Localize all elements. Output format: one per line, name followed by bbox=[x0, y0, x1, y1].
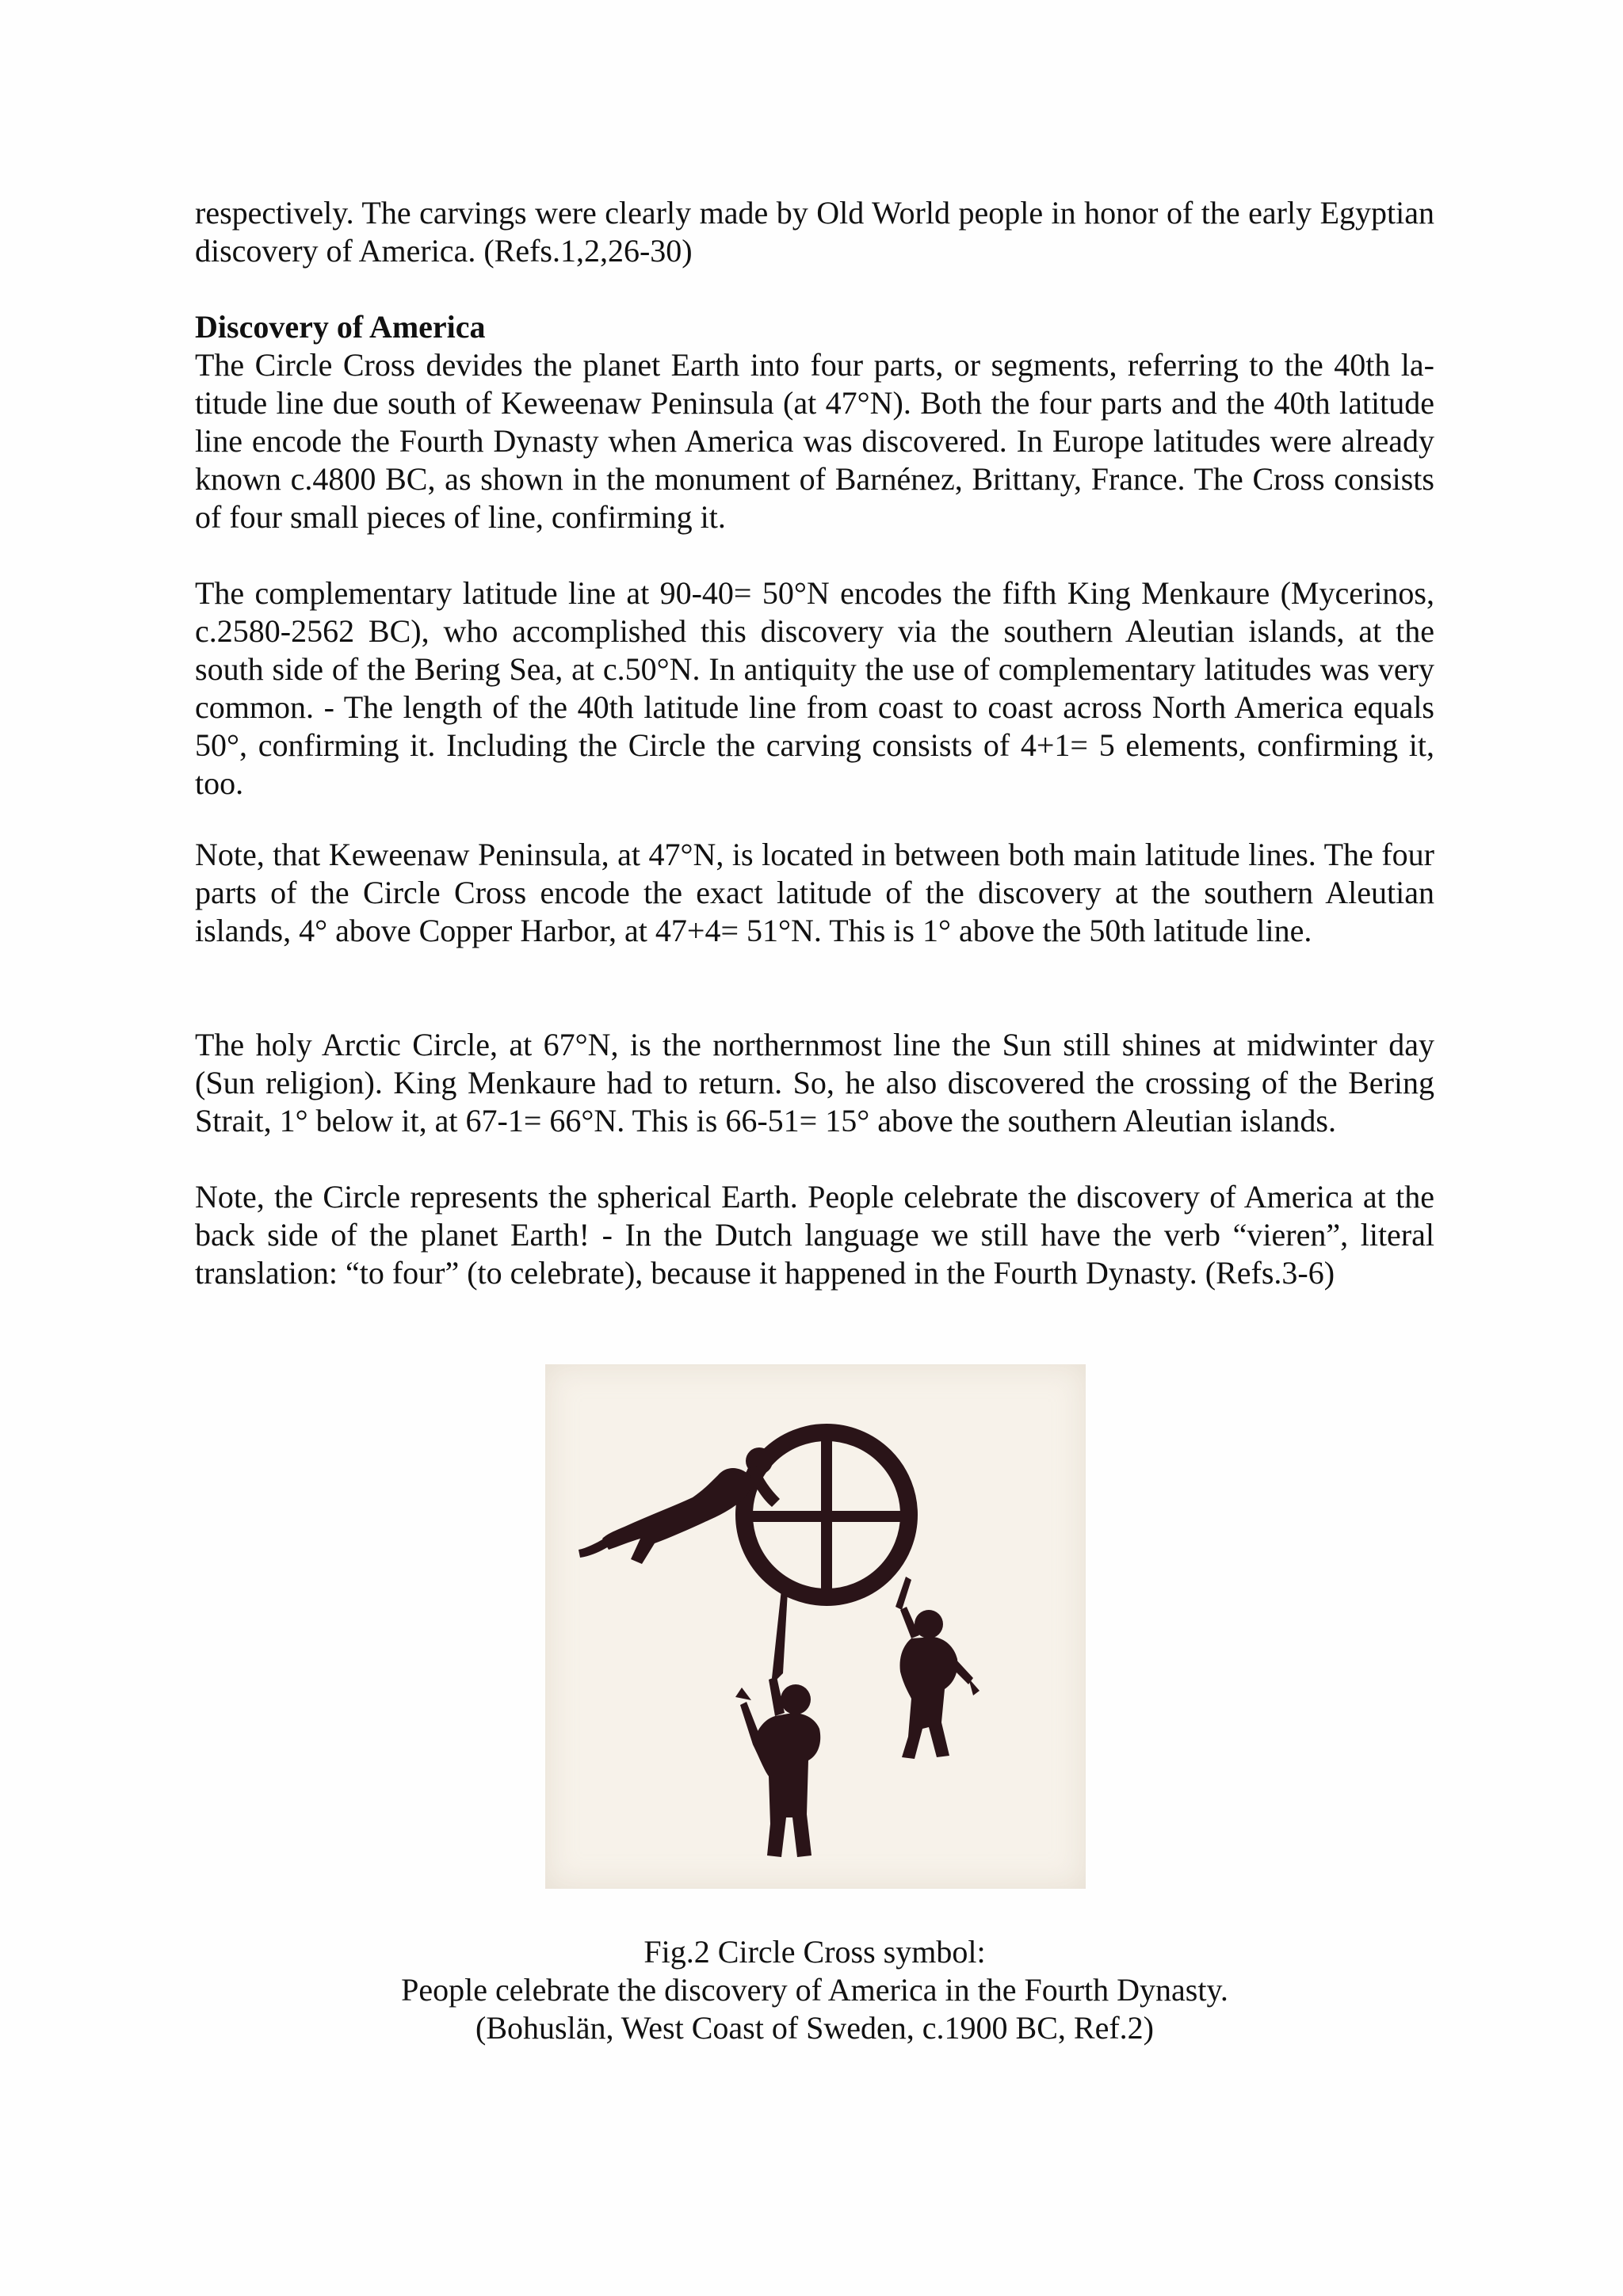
circle-cross-carving-icon bbox=[545, 1364, 1086, 1889]
body-paragraph-4 bbox=[195, 1026, 1434, 1140]
paragraph-text: The Circle Cross devides the planet Earth into four parts, or segments, referring to the 40th latitude line due south of Keweenaw Peninsula (at 47°N). Both the four parts and the 40th latitude line encode the Fourth Dynasty when America was discovered. In Europe latitudes were already known c.4800 BC, as shown in the monument of Barnénez, Brittany, France. The Cross consists of four small pieces of line, confirming it. bbox=[195, 347, 1434, 535]
body-paragraph-3 bbox=[195, 836, 1434, 950]
section-heading: Discovery of America bbox=[195, 309, 486, 345]
intro-text: respectively. The carvings were clearly made by Old World people in honor of the early Egyptian discovery of America. (Refs.1,2,26-30) bbox=[195, 195, 1434, 269]
figure-caption-title: Fig.2 Circle Cross symbol: bbox=[643, 1934, 986, 1970]
paragraph-text: Note, that Keweenaw Peninsula, at 47°N, is located in between both main latitude lines. The four parts of the Circle Cross encode the exact latitude of the discovery at the southern Aleutian islands, 4° above Copper Harbor, at 47+4= 51°N. This is 1° above the 50th latitude line. bbox=[195, 837, 1434, 948]
paragraph-text: The holy Arctic Circle, at 67°N, is the northernmost line the Sun still shines at midwinter day (Sun religion). King Menkaure had to return. So, he also discovered the crossing of the Bering Strait, 1° below it, at 67-1= 66°N. This is 66-51= 15° above the southern Aleutian islands. bbox=[195, 1027, 1434, 1138]
body-paragraph-5 bbox=[195, 1178, 1434, 1292]
standing-figure-left-icon bbox=[735, 1589, 820, 1857]
standing-figure-right-icon bbox=[896, 1577, 980, 1759]
body-paragraph-2 bbox=[195, 574, 1434, 803]
intro-paragraph bbox=[195, 194, 1434, 270]
figure-caption-source: (Bohuslän, West Coast of Sweden, c.1900 BC, Ref.2) bbox=[475, 2010, 1154, 2046]
figure-caption-description: People celebrate the discovery of America in the Fourth Dynasty. bbox=[401, 1972, 1228, 2008]
body-paragraph-1 bbox=[195, 346, 1434, 536]
paragraph-text: Note, the Circle represents the spherical Earth. People celebrate the discovery of America at the back side of the planet Earth! - In the Dutch language we still have the verb “vieren”, literal translation: “to four” (to celebrate), because it happened in the Fourth Dynasty. (Refs.3-6) bbox=[195, 1179, 1434, 1291]
paragraph-text: The complementary latitude line at 90-40= 50°N encodes the fifth King Menkaure (Mycerinos, c.2580-2562 BC), who accomplished this discovery via the southern Aleutian islands, at the south side of the Bering Sea, at c.50°N. In antiquity the use of complementary latitudes was very common. - The length of the 40th latitude line from coast to coast across North America equals 50°, confirming it. Including the Circle the carving consists of 4+1= 5 elements, confirming it, too. bbox=[195, 575, 1434, 801]
circle-cross-figure bbox=[545, 1364, 1086, 1889]
